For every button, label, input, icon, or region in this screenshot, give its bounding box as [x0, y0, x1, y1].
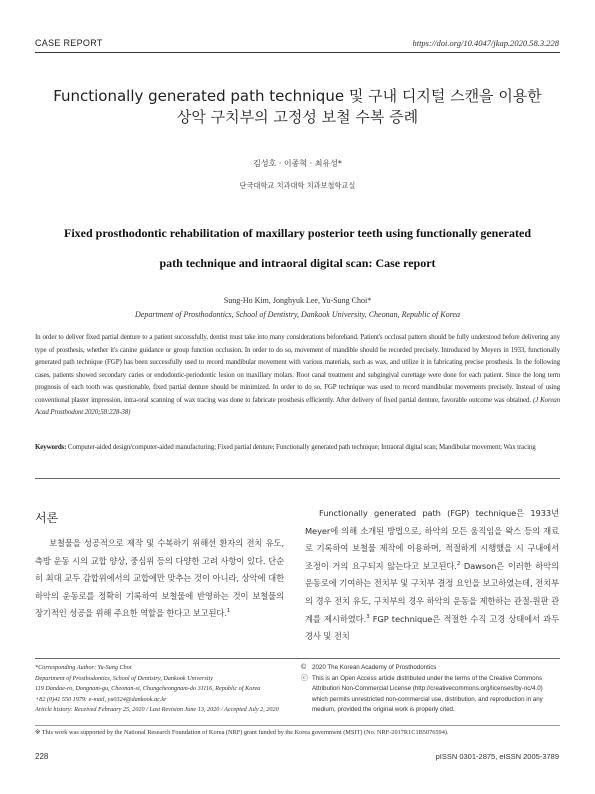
keywords-text: Computer-aided design/computer-aided manufacturing; Fixed partial denture; Functionally generated path technique; Intraoral digital scan; Mandibular movement; Wax tracing: [67, 443, 536, 451]
intro-paragraph-2: Functionally generated path (FGP) technique은 1933년 Meyer에 의해 소개된 방법으로, 하악의 모든 움직임을 왁스 등의 재료로 기록하여 보철물 제작에 이용하며, 적절하게 시행했을 시 구내에서 조정이 거의 요구되지 않는다고 보고된다.$^2$ Dawson은 이러한 하악의 운동로에 기여하는 전치부 및 구치부 결정 요인을 보고하였는데, 전치부의 경우 전치 유도, 구치부의 경우 하악의 운동을 제한하는 관절-원판 관계를 제시하였다.$^3$ FGP technique은 적절한 수직 고경 상태에서 과두 경사 및 전치: [305, 508, 559, 642]
funding-note: ※ This work was supported by the National Research Foundation of Korea (NRF) grant funded by the Korea government (MSIT) (No. NRF-2017R1C1B5076594).: [35, 725, 560, 736]
license-text: This is an Open Access article distributed under the terms of the Creative Commons Attribution Non-Commercial License (http://creativecommons.org/licenses/by-nc/4.0) which permits unrestricted non-commercial use, distribution, and reproduction in any medium, provided the original work is properly cited.: [312, 674, 543, 713]
issn: pISSN 0301-2875, eISSN 2005-3789: [435, 752, 559, 761]
citation-ref: 2: [456, 561, 461, 568]
title-korean: [40, 86, 555, 128]
authors-english: Sung-Ho Kim, Jonghyuk Lee, Yu-Sung Choi*: [223, 296, 372, 305]
copyright-icon: ©: [301, 664, 307, 671]
corresponding-author-note: *Corresponding Author: Yu-Sung Choi Department of Prosthodontics, School of Dentistry, Dankook University 119 Dandae-ro, Dongnam-gu, Cheonan-si, Chungcheongnam-do 31116, Republic of Korea +82 (0)41 550 1979: e-mail, yu0324@dankook.ac.kr Article history: Received February 25, 2020 / Last Revision June 13, 2020 / Accepted July 2, 2020: [35, 664, 279, 713]
section-heading-introduction: 서론: [35, 511, 59, 525]
journal-citation: (J Korean Acad Prosthodont 2020;58:228-38): [35, 395, 560, 416]
intro-paragraph-1: 보철물을 성공적으로 제작 및 수복하기 위해선 환자의 전치 유도, 측방 운동 시의 교합 양상, 중심위 등의 다양한 고려 사항이 있다. 단순히 최대 교두 감합위에서의 교합에만 맞추는 것이 아니라, 상악에 대한 하악의 운동로를 정확히 기록하여 보철물에 반영하는 것이 보철물의 장기적인 성공을 위해 주요한 역할을 한다고 보고된다.$^1$: [35, 538, 284, 619]
title-english-line-1: Fixed prosthodontic rehabilitation of maxillary posterior teeth using functionally generated: [64, 226, 531, 240]
authors-korean: 김성호 · 이종혁 · 최유성*: [253, 159, 342, 168]
title-english-line-2: path technique and intraoral digital scan: Case report: [159, 256, 436, 270]
body-column-left: [35, 535, 284, 623]
affiliation-english: Department of Prosthodontics, School of Dentistry, Dankook University, Cheonan, Republic of Korea: [135, 310, 460, 319]
title-korean-line-2: 상악 구치부의 고정성 보철 수복 증례: [176, 108, 419, 126]
body-column-right: [305, 505, 559, 646]
citation-ref: 1: [226, 608, 231, 615]
footnote-divider: [35, 658, 560, 659]
page-number: 228: [35, 752, 49, 761]
section-label: CASE REPORT: [35, 38, 103, 48]
copyright-text: 2020 The Korean Academy of Prosthodontics: [312, 664, 437, 671]
citation-ref: 3: [366, 613, 370, 620]
abstract-text: In order to deliver fixed partial denture to a patient successfully, dentist must take into many considerations beforehand. Patient's occlusal pattern should be fully understood before delivering any type of prosthesis, whether it's canine guidance or group function occlusion. In order to do so, movement of mandible should be recorded precisely. Introduced by Meyers in 1933, functionally generated path technique (FGP) has been successfully used to record mandibular movement with various materials, such as wax, and utilize it in fabricating precise prosthesis. In the following cases, patients showed secondary caries or endodontic-periodontic lesion on maxillary molars. Root canal treatment and subgingival curettage were done for each patient. Since the long term prognosis of each tooth was questionable, fixed partial denture should be minimized. In order to do so, FGP technique was used to record mandibular movements precisely. Instead of using conventional plaster impression, intra-oral scanning of wax tracing was done to fabricate prosthesis efficiently. After delivery of fixed partial denture, favorable outcome was obtained.: [35, 333, 560, 404]
doi-link[interactable]: https://doi.org/10.4047/jkap.2020.58.3.228: [412, 38, 559, 48]
abstract-divider: [35, 478, 560, 479]
license-note: [301, 663, 559, 716]
creative-commons-icon: ⓒ: [301, 674, 308, 682]
title-korean-line-1: Functionally generated path technique 및 구내 디지털 스캔을 이용한: [53, 87, 542, 105]
header-divider: [35, 52, 560, 53]
abstract: [35, 331, 560, 419]
title-english: [40, 218, 555, 278]
keywords: [35, 441, 560, 454]
keywords-label: Keywords:: [35, 443, 67, 451]
affiliation-korean: 단국대학교 치과대학 치과보철학교실: [239, 181, 356, 190]
